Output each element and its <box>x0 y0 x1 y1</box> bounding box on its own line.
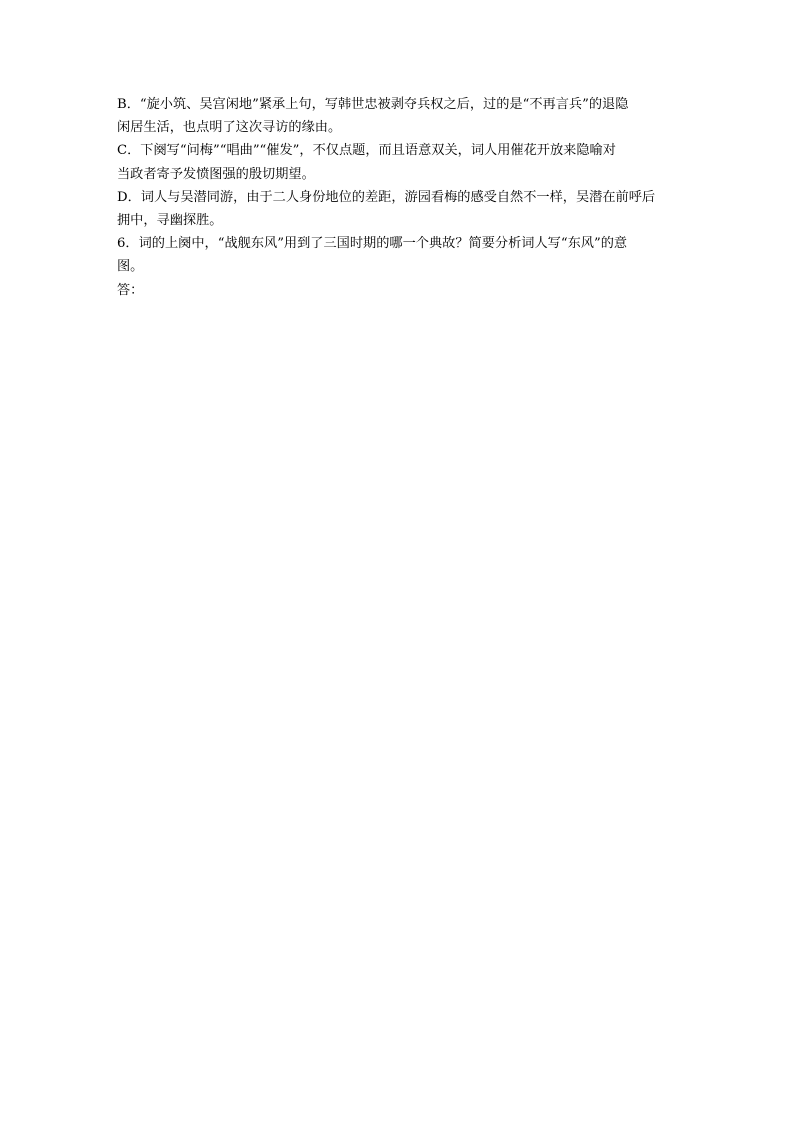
question-content <box>117 93 685 302</box>
option-c-line-2: 当政者寄予发愤图强的殷切期望。 <box>117 166 315 182</box>
option-b-line-2: 闲居生活，也点明了这次寻访的缘由。 <box>117 120 342 136</box>
option-d-line-2: 拥中，寻幽探胜。 <box>117 212 223 228</box>
answer-label: 答： <box>117 282 144 298</box>
option-b-line-1: B．“旋小筑、吴宫闲地”紧承上句，写韩世忠被剥夺兵权之后，过的是“不再言兵”的退隐 <box>117 97 629 112</box>
option-c-line-1: C．下阕写“问梅”“唱曲”“催发”，不仅点题，而且语意双关，词人用催花开放来隐喻对 <box>117 143 616 159</box>
question-6-line-1: 6．词的上阕中，“战舰东风”用到了三国时期的哪一个典故？简要分析词人写“东风”的意 <box>117 236 628 252</box>
option-d-line-1: D．词人与吴潜同游，由于二人身份地位的差距，游园看梅的感受自然不一样，吴潜在前呼后 <box>117 189 656 205</box>
question-6-line-2: 图。 <box>117 259 144 275</box>
